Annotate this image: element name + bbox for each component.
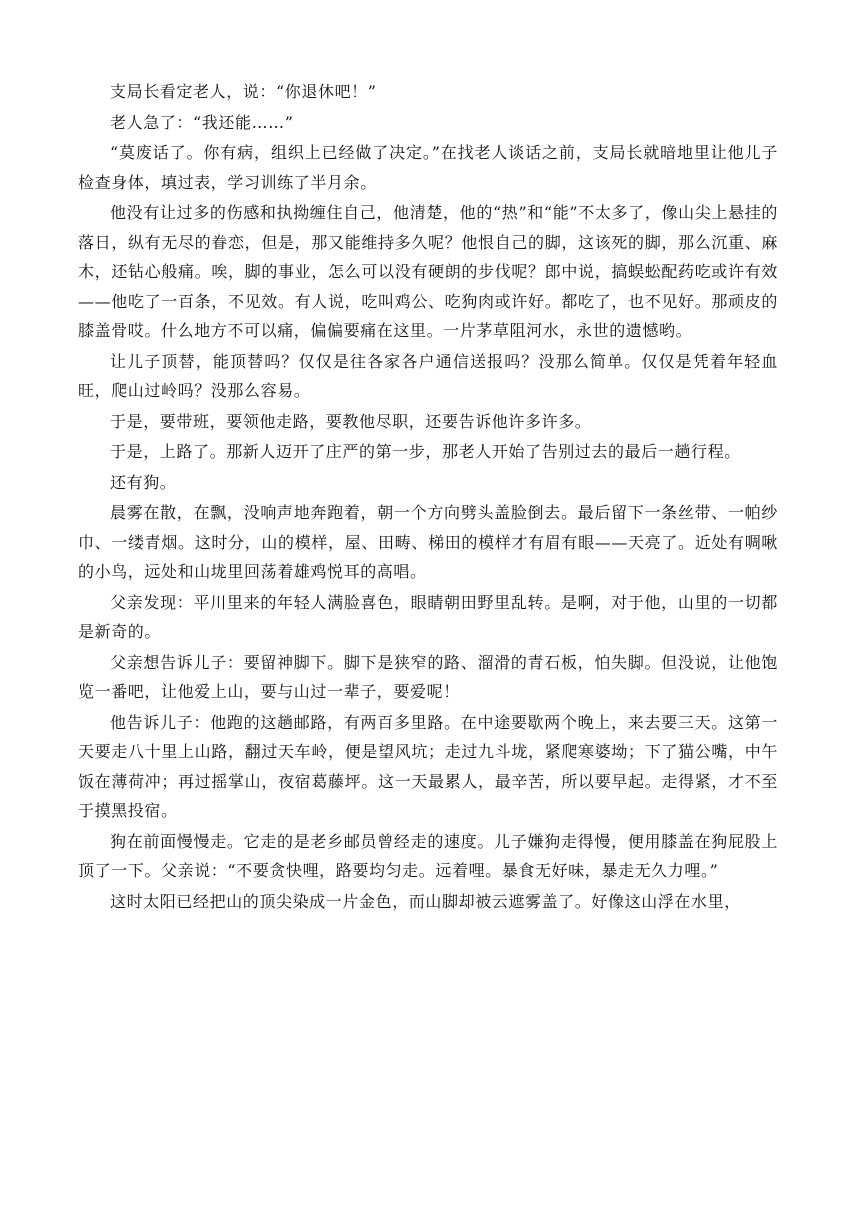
paragraph: 还有狗。 <box>110 472 177 492</box>
paragraph: 他没有让过多的伤感和执拗缠住自己，他清楚，他的“热”和“能”不太多了，像山尖上悬挂的落日，纵有无尽的眷恋，但是，那又能维持多久呢？他恨自己的脚，这该死的脚，那么沉重、麻木，还钻心般痛。唉，脚的事业，怎么可以没有硬朗的步伐呢？郎中说，搞蜈蚣配药吃或许有效——他吃了一百条，不见效。有人说，吃叫鸡公、吃狗肉或许好。都吃了，也不见好。那顽皮的膝盖骨哎。什么地方不可以痛，偏偏要痛在这里。一片茅草阻河水，永世的遗憾哟。 <box>78 203 778 340</box>
paragraph: 于是，要带班，要领他走路，要教他尽职，还要告诉他许多许多。 <box>110 411 592 431</box>
document-body <box>78 77 778 917</box>
paragraph: 支局长看定老人，说：“你退休吧！” <box>110 82 377 101</box>
paragraph: 让儿子顶替，能顶替吗？仅仅是往各家各户通信送报吗？没那么简单。仅仅是凭着年轻血旺，爬山过岭吗？没那么容易。 <box>78 351 778 400</box>
paragraph: 于是，上路了。那新人迈开了庄严的第一步，那老人开始了告别过去的最后一趟行程。 <box>110 442 741 461</box>
paragraph: 他告诉儿子：他跑的这趟邮路，有两百多里路。在中途要歇两个晚上，来去要三天。这第一天要走八十里上山路，翻过天车岭，便是望风坑；走过九斗垅，紧爬寒婆坳；下了猫公嘴，中午饭在薄荷冲；再过摇掌山，夜宿葛藤坪。这一天最累人，最辛苦，所以要早起。走得紧，才不至于摸黑投宿。 <box>78 712 778 820</box>
paragraph: 晨雾在散，在飘，没响声地奔跑着，朝一个方向劈头盖脸倒去。最后留下一条丝带、一帕纱巾、一缕青烟。这时分，山的模样，屋、田畴、梯田的模样才有眉有眼——天亮了。近处有啁啾的小鸟，远处和山垅里回荡着雄鸡悦耳的高唱。 <box>78 503 778 581</box>
paragraph: 父亲想告诉儿子：要留神脚下。脚下是狭窄的路、溜滑的青石板，怕失脚。但没说，让他饱览一番吧，让他爱上山，要与山过一辈子，要爱呢！ <box>78 652 778 701</box>
paragraph: 父亲发现：平川里来的年轻人满脸喜色，眼睛朝田野里乱转。是啊，对于他，山里的一切都是新奇的。 <box>78 592 778 641</box>
paragraph: 老人急了：“我还能……” <box>110 112 294 132</box>
paragraph: “莫废话了。你有病，组织上已经做了决定。”在找老人谈话之前，支局长就暗地里让他儿子检查身体，填过表，学习训练了半月余。 <box>78 143 778 192</box>
paragraph: 这时太阳已经把山的顶尖染成一片金色，而山脚却被云遮雾盖了。好像这山浮在水里， <box>110 891 741 911</box>
paragraph: 狗在前面慢慢走。它走的是老乡邮员曾经走的速度。儿子嫌狗走得慢，便用膝盖在狗屁股上顶了一下。父亲说：“不要贪快哩，路要均匀走。远着哩。暴食无好味，暴走无久力哩。” <box>78 831 778 880</box>
